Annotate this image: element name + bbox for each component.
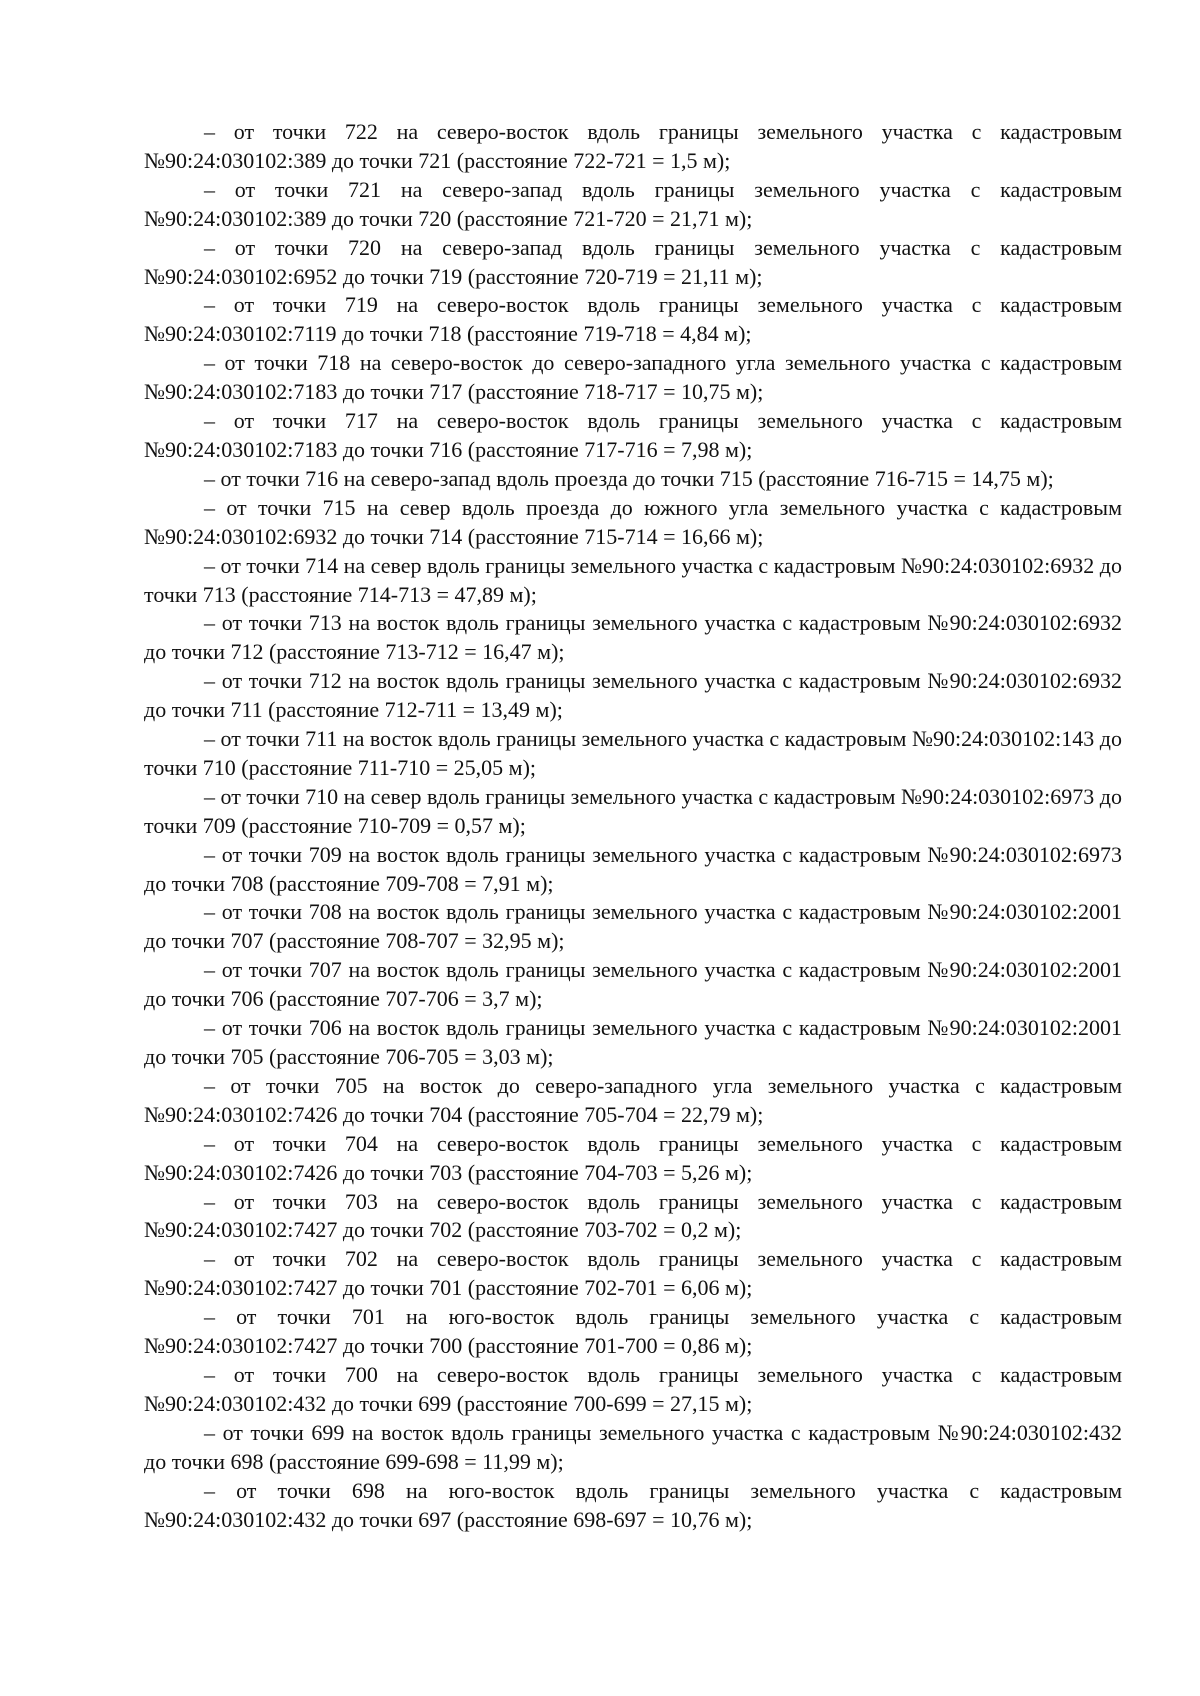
boundary-paragraph-716-715: – от точки 716 на северо-запад вдоль проезда до точки 715 (расстояние 716-715 = 14,75 м); <box>204 465 1054 491</box>
boundary-paragraph-721-720: – от точки 721 на северо-запад вдоль границы земельного участка с кадастровым №90:24:030102:389 до точки 720 (расстояние 721-720 = 21,71 м); <box>144 176 1122 231</box>
boundary-paragraph-698-697: – от точки 698 на юго-восток вдоль границы земельного участка с кадастровым №90:24:030102:432 до точки 697 (расстояние 698-697 = 10,76 м); <box>144 1477 1122 1532</box>
boundary-paragraph-710-709: – от точки 710 на север вдоль границы земельного участка с кадастровым №90:24:030102:6973 до точки 709 (расстояние 710-709 = 0,57 м); <box>144 783 1122 838</box>
boundary-paragraph-719-718: – от точки 719 на северо-восток вдоль границы земельного участка с кадастровым №90:24:030102:7119 до точки 718 (расстояние 719-718 = 4,84 м); <box>144 292 1122 347</box>
boundary-paragraph-709-708: – от точки 709 на восток вдоль границы земельного участка с кадастровым №90:24:030102:6973 до точки 708 (расстояние 709-708 = 7,91 м); <box>144 841 1122 896</box>
boundary-paragraph-707-706: – от точки 707 на восток вдоль границы земельного участка с кадастровым №90:24:030102:2001 до точки 706 (расстояние 707-706 = 3,7 м); <box>144 957 1122 1012</box>
boundary-paragraph-722-721: – от точки 722 на северо-восток вдоль границы земельного участка с кадастровым №90:24:030102:389 до точки 721 (расстояние 722-721 = 1,5 м); <box>144 119 1122 173</box>
boundary-paragraph-706-705: – от точки 706 на восток вдоль границы земельного участка с кадастровым №90:24:030102:2001 до точки 705 (расстояние 706-705 = 3,03 м); <box>144 1015 1122 1069</box>
boundary-paragraph-718-717: – от точки 718 на северо-восток до северо-западного угла земельного участка с кадастровым №90:24:030102:7183 до точки 717 (расстояние 718-717 = 10,75 м); <box>144 350 1122 405</box>
boundary-paragraph-703-702: – от точки 703 на северо-восток вдоль границы земельного участка с кадастровым №90:24:030102:7427 до точки 702 (расстояние 703-702 = 0,2 м); <box>144 1188 1122 1243</box>
boundary-paragraph-705-704: – от точки 705 на восток до северо-западного угла земельного участка с кадастровым №90:24:030102:7426 до точки 704 (расстояние 705-704 = 22,79 м); <box>144 1072 1122 1127</box>
boundary-paragraph-699-698: – от точки 699 на восток вдоль границы земельного участка с кадастровым №90:24:030102:432 до точки 698 (расстояние 699-698 = 11,99 м); <box>144 1419 1122 1474</box>
boundary-paragraph-717-716: – от точки 717 на северо-восток вдоль границы земельного участка с кадастровым №90:24:030102:7183 до точки 716 (расстояние 717-716 = 7,98 м); <box>144 408 1122 462</box>
boundary-paragraph-714-713: – от точки 714 на север вдоль границы земельного участка с кадастровым №90:24:030102:6932 до точки 713 (расстояние 714-713 = 47,89 м); <box>144 552 1122 607</box>
boundary-paragraph-713-712: – от точки 713 на восток вдоль границы земельного участка с кадастровым №90:24:030102:6932 до точки 712 (расстояние 713-712 = 16,47 м); <box>144 610 1122 665</box>
document-body <box>144 118 1122 1534</box>
boundary-paragraph-715-714: – от точки 715 на север вдоль проезда до южного угла земельного участка с кадастровым №90:24:030102:6932 до точки 714 (расстояние 715-714 = 16,66 м); <box>144 494 1122 549</box>
boundary-paragraph-700-699: – от точки 700 на северо-восток вдоль границы земельного участка с кадастровым №90:24:030102:432 до точки 699 (расстояние 700-699 = 27,15 м); <box>144 1361 1122 1416</box>
boundary-paragraph-720-719: – от точки 720 на северо-запад вдоль границы земельного участка с кадастровым №90:24:030102:6952 до точки 719 (расстояние 720-719 = 21,11 м); <box>144 234 1122 289</box>
boundary-paragraph-711-710: – от точки 711 на восток вдоль границы земельного участка с кадастровым №90:24:030102:143 до точки 710 (расстояние 711-710 = 25,05 м); <box>144 726 1122 780</box>
boundary-paragraph-702-701: – от точки 702 на северо-восток вдоль границы земельного участка с кадастровым №90:24:030102:7427 до точки 701 (расстояние 702-701 = 6,06 м); <box>144 1246 1122 1301</box>
boundary-paragraph-708-707: – от точки 708 на восток вдоль границы земельного участка с кадастровым №90:24:030102:2001 до точки 707 (расстояние 708-707 = 32,95 м); <box>144 899 1122 954</box>
boundary-paragraph-712-711: – от точки 712 на восток вдоль границы земельного участка с кадастровым №90:24:030102:6932 до точки 711 (расстояние 712-711 = 13,49 м); <box>144 668 1122 723</box>
boundary-paragraph-704-703: – от точки 704 на северо-восток вдоль границы земельного участка с кадастровым №90:24:030102:7426 до точки 703 (расстояние 704-703 = 5,26 м); <box>144 1130 1122 1185</box>
boundary-paragraph-701-700: – от точки 701 на юго-восток вдоль границы земельного участка с кадастровым №90:24:030102:7427 до точки 700 (расстояние 701-700 = 0,86 м); <box>144 1304 1122 1359</box>
